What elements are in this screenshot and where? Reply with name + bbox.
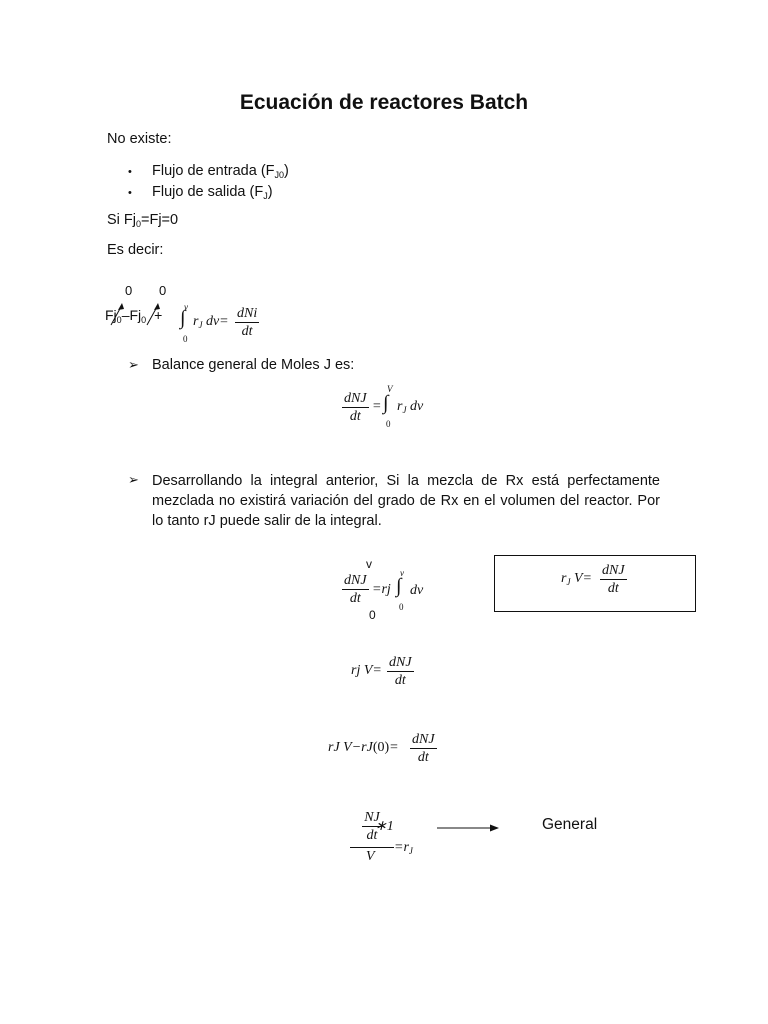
zero-annotation: 0 — [369, 608, 376, 622]
zero-annotation: 0 — [125, 283, 133, 298]
fraction-dnj-dt: dNJ dt — [344, 573, 367, 606]
balance-general-item: ➢ Balance general de Moles J es: — [128, 357, 355, 373]
fraction-dnj-dt: dNJ dt — [602, 563, 625, 596]
bullet-glyph: • — [128, 166, 132, 178]
si-condition: Si $Fj_0=Fj=0$ — [107, 212, 179, 229]
general-label: General — [542, 816, 598, 833]
equation-general: $\frac{NJ}{dt}$ ∗1 V $=r_J$ — [350, 809, 430, 869]
zero-annotation: 0 — [159, 283, 167, 298]
page-title: Ecuación de reactores Batch — [239, 91, 529, 114]
equation-rjv: rj V= dNJ dt — [351, 655, 412, 688]
equation-rjv-difference: rJ V−rJ(0)= dNJ dt — [328, 732, 435, 765]
main-fraction-bar — [350, 847, 394, 848]
bullet-item-entrada: • Flujo de entrada $(F_{J0})$ — [128, 163, 289, 180]
arrow-bullet-icon: ➢ — [128, 472, 139, 487]
boxed-equation: $r_J$ V= dNJ dt — [494, 555, 696, 612]
equation-mass-balance: 0 0 $Fj_0-Fj_0$ + v ∫ 0 $r_J$ dv= dNi dt — [105, 283, 258, 344]
arrow-bullet-icon: ➢ — [128, 357, 139, 372]
fraction-nj-dt: $\frac{NJ}{dt}$ — [364, 810, 380, 843]
es-decir-label: Es decir: — [107, 242, 164, 258]
no-existe-label: No existe: — [107, 131, 172, 147]
fraction-dnj-dt: dNJ dt — [389, 655, 412, 688]
bullet-item-salida: • Flujo de salida $(F_J)$ — [128, 184, 273, 201]
bullet-glyph: • — [128, 187, 132, 199]
fraction-dni-dt: dNi dt — [237, 306, 258, 339]
equation-rj-integral: v dNJ dt =rj v ∫ 0 dv 0 — [344, 557, 424, 622]
v-annotation: v — [366, 557, 372, 571]
equation-moles-balance: dNJ dt = V ∫ 0 $r_J$ dv — [344, 384, 424, 429]
fraction-dnj-dt: dNJ dt — [344, 391, 367, 424]
integral-sign: ∫ — [396, 575, 402, 597]
integral-sign: ∫ — [383, 392, 389, 414]
bullet-list — [128, 163, 289, 205]
desarrollo-paragraph: Desarrollando la integral anterior, Si la mezcla de Rx está perfectamente mezclada no existirá variación del grado de Rx en el volumen del reactor. Por lo tanto rJ puede salir de la integral. — [152, 473, 660, 529]
integral-sign: ∫ — [180, 307, 186, 329]
right-arrow-icon — [437, 821, 501, 835]
fraction-dnj-dt: dNJ dt — [412, 732, 435, 765]
